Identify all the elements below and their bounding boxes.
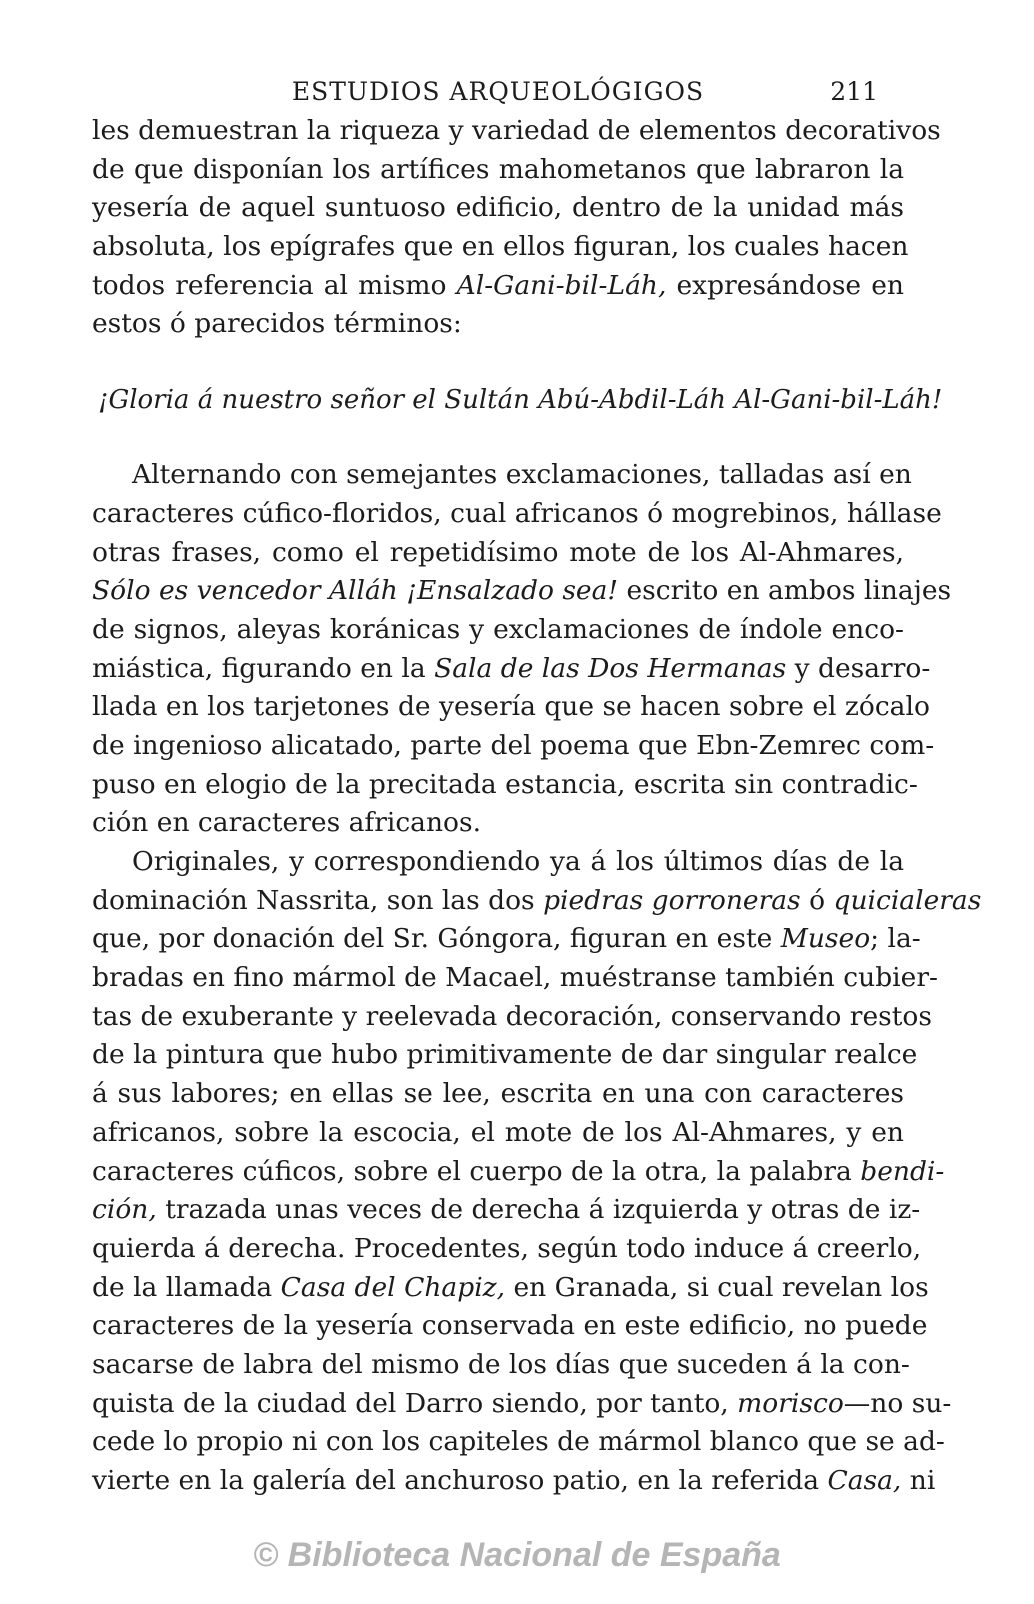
- text-line: [92, 650, 931, 689]
- italic-term: ción,: [92, 1194, 157, 1226]
- text-line: otras frases, como el repetidísimo mote de los Al-Ahmares,: [92, 536, 904, 568]
- text-line: Alternando con semejantes exclamaciones, talladas así en: [132, 459, 912, 491]
- italic-term: Al-Gani-bil-Láh,: [456, 269, 667, 301]
- text-line: quierda á derecha. Procedentes, según todo induce á creerlo,: [92, 1232, 922, 1264]
- text-line: [92, 267, 904, 306]
- text-run: ni: [901, 1465, 936, 1496]
- text-line: ción en caracteres africanos.: [92, 807, 482, 839]
- paragraph-2: [92, 456, 952, 843]
- text-line: llada en los tarjetones de yesería que se hacen sobre el zócalo: [92, 691, 930, 723]
- text-run: quista de la ciudad del Darro siendo, por tanto,: [92, 1387, 738, 1419]
- text-run: expresándose en: [666, 269, 904, 301]
- paragraph-1: [92, 112, 941, 344]
- text-line: [92, 1153, 945, 1192]
- italic-term: Sala de las Dos Hermanas: [434, 652, 787, 684]
- text-line: estos ó parecidos términos:: [92, 308, 462, 340]
- text-line: africanos, sobre la escocia, el mote de los Al-Ahmares, y en: [92, 1116, 904, 1148]
- text-line: caracteres de la yesería conservada en este edificio, no puede: [92, 1310, 928, 1342]
- running-title: ESTUDIOS ARQUEOLÓGIGOS: [291, 77, 705, 106]
- text-line: puso en elogio de la precitada estancia, escrita sin contradic-: [92, 768, 918, 800]
- body-text: [92, 112, 982, 1501]
- text-line: de ingenioso alicatado, parte del poema que Ebn-Zemrec com-: [92, 729, 935, 761]
- text-run: y desarro-: [786, 652, 931, 684]
- text-run: que, por donación del Sr. Góngora, figuran en este: [92, 923, 781, 955]
- running-head: [92, 74, 904, 110]
- text-line: [92, 920, 921, 959]
- text-line: [92, 1385, 952, 1424]
- text-run: dominación Nassrita, son las dos: [92, 884, 544, 916]
- text-line: tas de exuberante y reelevada decoración, conservando restos: [92, 1000, 932, 1032]
- text-line: de que disponían los artífices mahometanos que labraron la: [92, 153, 904, 185]
- text-line: [92, 882, 982, 921]
- paragraph-3: [92, 843, 982, 1501]
- text-line: [92, 1191, 921, 1230]
- text-line: de la pintura que hubo primitivamente de dar singular realce: [92, 1039, 918, 1071]
- inscription-quote: ¡Gloria á nuestro señor el Sultán Abú-Abdil-Láh Al-Gani-bil-Láh!: [98, 385, 943, 416]
- italic-term: Casa,: [827, 1465, 902, 1496]
- italic-term: bendi-: [860, 1155, 945, 1187]
- text-run: ó: [800, 884, 834, 916]
- text-run: en Granada, si cual revelan los: [505, 1271, 929, 1303]
- italic-term: piedras gorroneras: [543, 884, 801, 916]
- text-line: yesería de aquel suntuoso edificio, dentro de la unidad más: [92, 192, 904, 224]
- text-line: á sus labores; en ellas se lee, escrita en una con caracteres: [92, 1078, 904, 1110]
- text-run: vierte en la galería del anchuroso patio, en la referida: [92, 1465, 828, 1496]
- page-number: 211: [830, 77, 878, 106]
- text-line: [92, 1269, 929, 1308]
- text-line: Originales, y correspondiendo ya á los últimos días de la: [132, 846, 904, 877]
- library-watermark: © Biblioteca Nacional de España: [253, 1536, 781, 1574]
- text-line: sacarse de labra del mismo de los días que suceden á la con-: [92, 1348, 910, 1380]
- text-run: miástica, figurando en la: [92, 652, 435, 684]
- text-line: [92, 572, 952, 611]
- text-line: caracteres cúfico-floridos, cual africanos ó mogrebinos, hállase: [92, 497, 942, 529]
- text-line: les demuestran la riqueza y variedad de elementos decorativos: [92, 115, 941, 146]
- text-line: cede lo propio ni con los capiteles de mármol blanco que se ad-: [92, 1426, 945, 1458]
- text-run: escrito en ambos linajes: [618, 575, 952, 607]
- text-line: [92, 1462, 936, 1501]
- text-run: caracteres cúficos, sobre el cuerpo de la otra, la palabra: [92, 1155, 861, 1187]
- italic-term: Sólo es vencedor Alláh ¡Ensalzado sea!: [92, 575, 619, 607]
- italic-term: Museo: [780, 923, 871, 955]
- quote-paragraph: [92, 380, 943, 420]
- text-line: de signos, aleyas koránicas y exclamaciones de índole enco-: [92, 613, 904, 645]
- text-line: bradas en fino mármol de Macael, muéstranse también cubier-: [92, 962, 938, 994]
- text-run: todos referencia al mismo: [92, 269, 457, 301]
- italic-term: morisco: [737, 1387, 844, 1419]
- text-run: —no su-: [843, 1387, 952, 1419]
- text-run: ; la-: [870, 923, 921, 955]
- text-line: absoluta, los epígrafes que en ellos figuran, los cuales hacen: [92, 231, 909, 263]
- italic-term: quicialeras: [833, 884, 982, 916]
- italic-term: Casa del Chapiz,: [280, 1271, 506, 1303]
- text-run: trazada unas veces de derecha á izquierda y otras de iz-: [156, 1194, 921, 1226]
- text-run: de la llamada: [92, 1271, 281, 1303]
